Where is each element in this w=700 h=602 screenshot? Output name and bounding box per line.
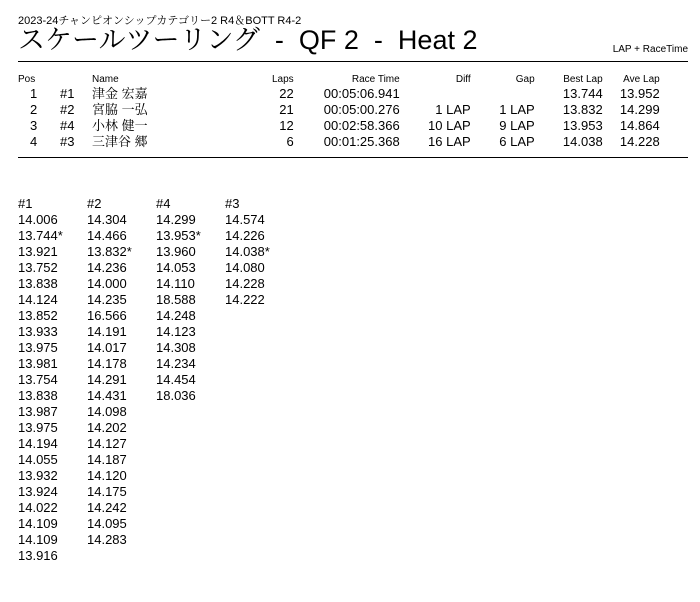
driver-name-cell: 宮脇 一弘 bbox=[92, 102, 148, 117]
lap-time: 14.187 bbox=[87, 452, 127, 467]
lap-times-section bbox=[18, 196, 294, 564]
lap-column-header: #1 bbox=[18, 196, 33, 211]
lap-time: 14.000 bbox=[87, 276, 127, 291]
lap-time: 14.574 bbox=[225, 212, 265, 227]
gap-cell: 6 LAP bbox=[499, 134, 535, 149]
lap-column bbox=[87, 196, 156, 564]
lap-time: 16.566 bbox=[87, 308, 127, 323]
lap-time: 14.234 bbox=[156, 356, 196, 371]
lap-time: 14.053 bbox=[156, 260, 196, 275]
lap-time: 14.291 bbox=[87, 372, 127, 387]
gap-cell bbox=[471, 86, 535, 102]
lap-time: 14.178 bbox=[87, 356, 127, 371]
lap-time: 18.588 bbox=[156, 292, 196, 307]
page-title: スケールツーリング - QF 2 - Heat 2 bbox=[18, 25, 478, 55]
lap-time: 14.098 bbox=[87, 404, 127, 419]
col-best-lap: Best Lap bbox=[563, 73, 603, 85]
car-number-cell: #3 bbox=[60, 134, 75, 149]
driver-name-cell: 三津谷 郷 bbox=[92, 134, 148, 149]
lap-time: 14.235 bbox=[87, 292, 127, 307]
lap-time: 13.832* bbox=[87, 244, 132, 259]
lap-time: 14.175 bbox=[87, 484, 127, 499]
lap-time: 13.744* bbox=[18, 228, 63, 243]
pos-cell: 3 bbox=[30, 118, 38, 133]
ave-lap-cell: 14.228 bbox=[619, 134, 660, 149]
lap-column-header: #3 bbox=[225, 196, 240, 211]
lap-column bbox=[156, 196, 225, 564]
lap-time: 18.036 bbox=[156, 388, 196, 403]
lap-column bbox=[225, 196, 294, 564]
car-number-cell: #4 bbox=[60, 118, 75, 133]
lap-time: 13.838 bbox=[18, 388, 58, 403]
lap-time: 14.127 bbox=[87, 436, 127, 451]
table-row bbox=[18, 134, 660, 150]
lap-time: 14.110 bbox=[156, 276, 195, 291]
diff-cell: 10 LAP bbox=[428, 118, 471, 133]
col-race-time: Race Time bbox=[351, 73, 400, 85]
lap-time: 13.916 bbox=[18, 548, 58, 563]
lap-time: 13.921 bbox=[18, 244, 58, 259]
gap-cell: 1 LAP bbox=[499, 102, 535, 117]
best-lap-cell: 13.953 bbox=[562, 118, 603, 133]
lap-time: 13.838 bbox=[18, 276, 58, 291]
lap-time: 14.080 bbox=[225, 260, 265, 275]
lap-time: 14.120 bbox=[87, 468, 127, 483]
diff-cell: 16 LAP bbox=[428, 134, 471, 149]
lap-time: 13.953* bbox=[156, 228, 201, 243]
lap-time: 13.932 bbox=[18, 468, 58, 483]
lap-time: 14.299 bbox=[156, 212, 196, 227]
col-gap: Gap bbox=[515, 73, 535, 85]
lap-time: 14.194 bbox=[18, 436, 58, 451]
pos-cell: 1 bbox=[30, 86, 38, 101]
lap-time: 13.975 bbox=[18, 420, 58, 435]
table-row bbox=[18, 118, 660, 134]
lap-time: 14.242 bbox=[87, 500, 127, 515]
race-time-cell: 00:05:00.276 bbox=[323, 102, 400, 117]
header-rule bbox=[18, 61, 688, 62]
best-lap-cell: 13.744 bbox=[562, 86, 603, 101]
col-diff: Diff bbox=[455, 73, 471, 85]
lap-time: 14.006 bbox=[18, 212, 58, 227]
lap-time: 14.095 bbox=[87, 516, 127, 531]
lap-time: 13.752 bbox=[18, 260, 58, 275]
lap-time: 14.222 bbox=[225, 292, 265, 307]
results-header-row bbox=[18, 72, 660, 86]
lap-time: 14.228 bbox=[225, 276, 265, 291]
lap-time: 14.109 bbox=[18, 516, 58, 531]
best-lap-cell: 14.038 bbox=[562, 134, 603, 149]
ave-lap-cell: 14.299 bbox=[619, 102, 660, 117]
car-number-cell: #2 bbox=[60, 102, 75, 117]
lap-time: 14.124 bbox=[18, 292, 58, 307]
driver-name-cell: 小林 健一 bbox=[92, 118, 148, 133]
lap-time: 14.431 bbox=[87, 388, 127, 403]
lap-time: 13.933 bbox=[18, 324, 58, 339]
gap-cell: 9 LAP bbox=[499, 118, 535, 133]
table-row bbox=[18, 102, 660, 118]
lap-column-header: #2 bbox=[87, 196, 102, 211]
lap-time: 14.017 bbox=[87, 340, 127, 355]
col-number bbox=[60, 72, 92, 86]
lap-time: 14.466 bbox=[87, 228, 127, 243]
diff-cell bbox=[400, 86, 471, 102]
race-time-cell: 00:01:25.368 bbox=[323, 134, 400, 149]
results-rule bbox=[18, 157, 688, 158]
col-name: Name bbox=[92, 73, 119, 85]
car-number-cell: #1 bbox=[60, 86, 75, 101]
lap-time: 14.055 bbox=[18, 452, 58, 467]
driver-name-cell: 津金 宏嘉 bbox=[92, 86, 148, 101]
lap-time: 14.236 bbox=[87, 260, 127, 275]
race-time-cell: 00:05:06.941 bbox=[323, 86, 400, 101]
lap-time: 14.191 bbox=[87, 324, 127, 339]
lap-time: 14.202 bbox=[87, 420, 127, 435]
pos-cell: 4 bbox=[30, 134, 38, 149]
ave-lap-cell: 14.864 bbox=[619, 118, 660, 133]
lap-time: 13.981 bbox=[18, 356, 58, 371]
results-table bbox=[18, 72, 660, 150]
col-laps: Laps bbox=[272, 73, 294, 85]
ave-lap-cell: 13.952 bbox=[619, 86, 660, 101]
lap-time: 13.960 bbox=[156, 244, 196, 259]
laps-cell: 21 bbox=[279, 102, 294, 117]
laps-cell: 22 bbox=[279, 86, 294, 101]
lap-time: 14.038* bbox=[225, 244, 270, 259]
lap-time: 14.226 bbox=[225, 228, 265, 243]
col-pos: Pos bbox=[18, 73, 36, 85]
laps-cell: 6 bbox=[286, 134, 294, 149]
lap-time: 14.283 bbox=[87, 532, 127, 547]
report-type-label: LAP + RaceTime bbox=[612, 44, 688, 55]
lap-column-header: #4 bbox=[156, 196, 171, 211]
pos-cell: 2 bbox=[30, 102, 38, 117]
lap-time: 13.924 bbox=[18, 484, 58, 499]
lap-time: 13.852 bbox=[18, 308, 58, 323]
lap-time: 13.975 bbox=[18, 340, 58, 355]
best-lap-cell: 13.832 bbox=[562, 102, 603, 117]
diff-cell: 1 LAP bbox=[435, 102, 471, 117]
lap-column bbox=[18, 196, 87, 564]
lap-time: 14.308 bbox=[156, 340, 196, 355]
table-row bbox=[18, 86, 660, 102]
lap-time: 14.123 bbox=[156, 324, 196, 339]
col-ave-lap: Ave Lap bbox=[623, 73, 660, 85]
lap-time: 13.987 bbox=[18, 404, 58, 419]
race-time-cell: 00:02:58.366 bbox=[323, 118, 400, 133]
event-subtitle: 2023-24チャンピオンシップカテゴリー2 R4＆BOTT R4-2 bbox=[18, 15, 302, 27]
lap-time: 14.248 bbox=[156, 308, 196, 323]
lap-time: 14.304 bbox=[87, 212, 127, 227]
lap-time: 14.109 bbox=[18, 532, 58, 547]
lap-time: 14.454 bbox=[156, 372, 196, 387]
lap-time: 13.754 bbox=[18, 372, 58, 387]
laps-cell: 12 bbox=[279, 118, 294, 133]
lap-time: 14.022 bbox=[18, 500, 58, 515]
